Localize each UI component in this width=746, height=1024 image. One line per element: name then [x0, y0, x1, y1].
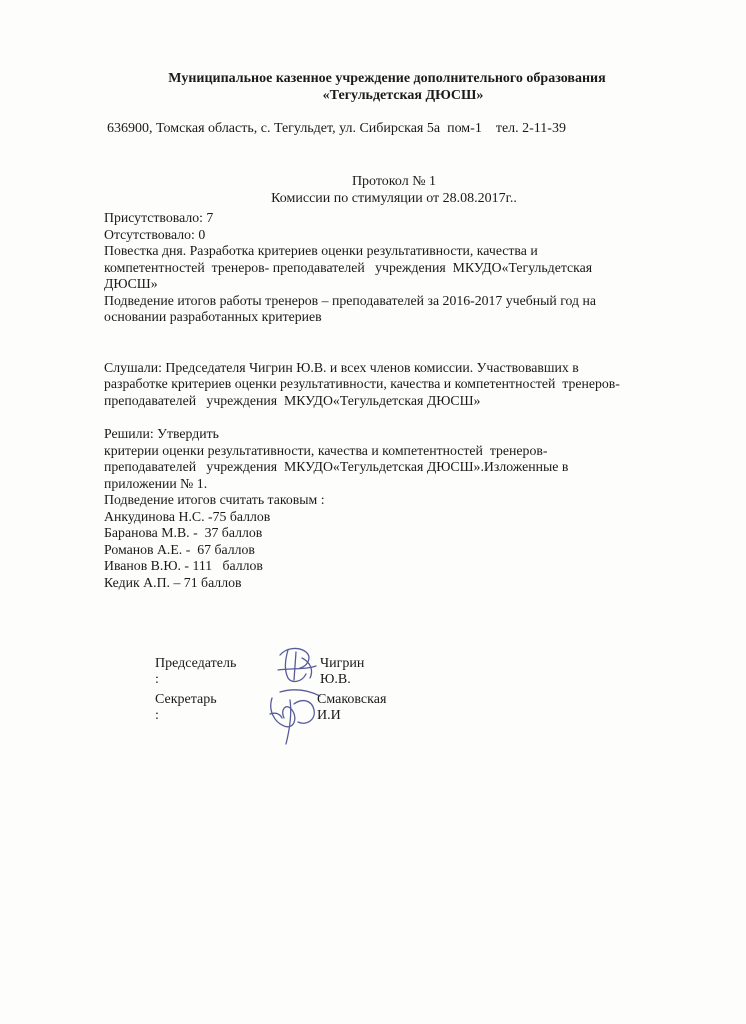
decision-line: приложении № 1. — [104, 475, 208, 491]
attendance-absent: Отсутствовало: 0 — [104, 226, 206, 242]
result-item: Иванов В.Ю. - 111 баллов — [104, 558, 263, 573]
organization-address: 636900, Томская область, с. Тегульдет, ул. Сибирская 5а пом-1 тел. 2-11-39 — [107, 121, 566, 136]
protocol-body — [104, 210, 694, 591]
spacer — [104, 326, 694, 360]
organization-name: Муниципальное казенное учреждение дополнительного образования — [168, 71, 606, 86]
handwritten-signature — [250, 640, 340, 750]
organization-short-name: «Тегульдетская ДЮСШ» — [322, 88, 484, 103]
heard-line: Слушали: Председателя Чигрин Ю.В. и всех членов комиссии. Участвовавших в — [104, 359, 579, 375]
chair-title: Председатель : — [155, 656, 237, 687]
agenda-line: Подведение итогов работы тренеров – преподавателей за 2016-2017 учебный год на — [104, 292, 597, 308]
agenda-line: основании разработанных критериев — [104, 309, 322, 324]
protocol-subtitle: Комиссии по стимуляции от 28.08.2017г.. — [271, 191, 517, 206]
agenda-line: компетентностей тренеров- преподавателей учреждения МКУДО«Тегульдетская — [104, 259, 593, 275]
result-item: Баранова М.В. - 37 баллов — [104, 525, 263, 540]
secretary-title: Секретарь : — [155, 692, 217, 723]
result-item: Романов А.Е. - 67 баллов — [104, 541, 255, 557]
results-intro: Подведение итогов считать таковым : — [104, 492, 325, 507]
protocol-number: Протокол № 1 — [351, 174, 437, 189]
protocol-heading — [0, 173, 746, 207]
attendance-present: Присутствовало: 7 — [104, 210, 214, 225]
result-item: Кедик А.П. – 71 баллов — [104, 574, 242, 590]
agenda-line: ДЮСШ» — [104, 276, 158, 291]
result-item: Анкудинова Н.С. -75 баллов — [104, 508, 271, 524]
heard-line: разработке критериев оценки результативности, качества и компетентностей тренеров- — [104, 376, 620, 391]
decision-line: Решили: Утвердить — [104, 426, 219, 441]
heard-line: преподавателей учреждения МКУДО«Тегульдетская ДЮСШ» — [104, 392, 481, 408]
decision-line: преподавателей учреждения МКУДО«Тегульдетская ДЮСШ».Изложенные в — [104, 459, 569, 474]
spacer — [104, 409, 694, 426]
organization-header — [0, 70, 746, 104]
chair-name: Чигрин Ю.В. — [320, 656, 365, 687]
decision-line: критерии оценки результативности, качества и компетентностей тренеров- — [104, 442, 548, 458]
secretary-name: Смаковская И.И — [317, 692, 387, 723]
agenda-line: Повестка дня. Разработка критериев оценки результативности, качества и — [104, 243, 538, 258]
